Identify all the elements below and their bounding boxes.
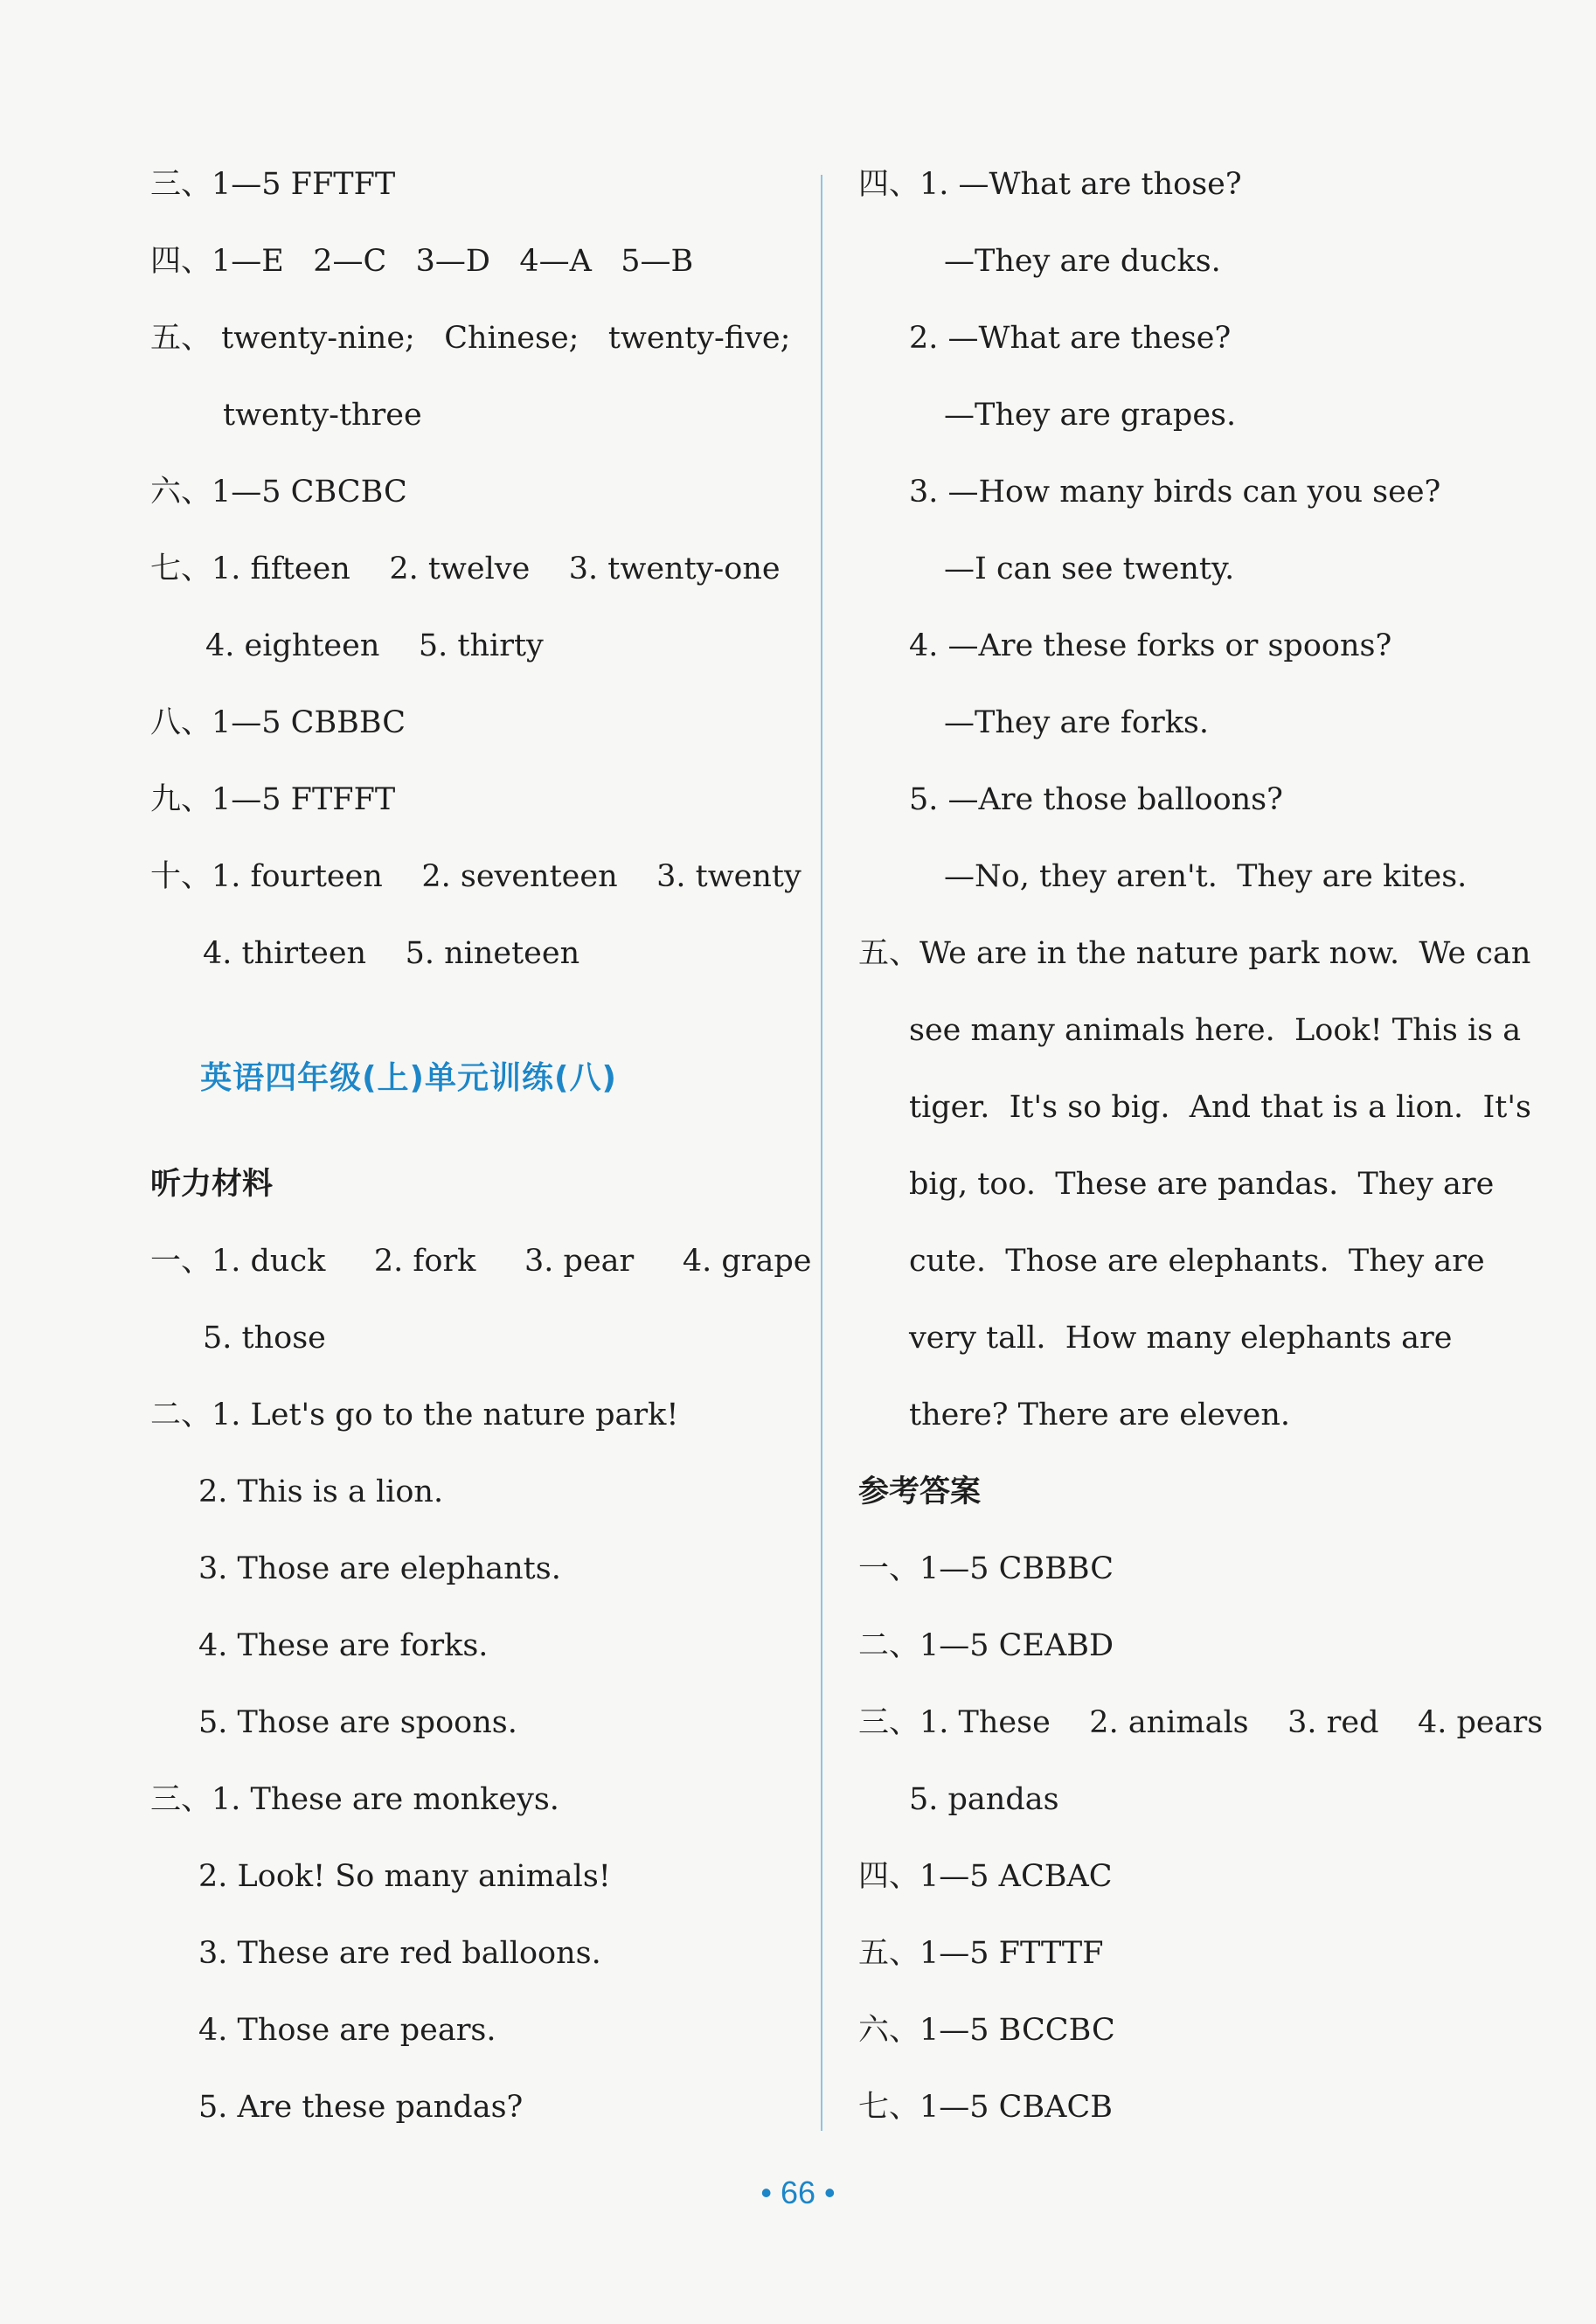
passage-line: tiger. It's so big. And that is a lion. It's xyxy=(909,1090,1531,1125)
answer-line: 二、1—5 CEABD xyxy=(858,1628,1114,1663)
answer-line: 四、1—E 2—C 3—D 4—A 5—B xyxy=(150,244,694,279)
listening-line: 2. Look! So many animals! xyxy=(198,1859,611,1894)
answer-line: 九、1—5 FTFFT xyxy=(150,782,396,817)
passage-line: 五、We are in the nature park now. We can xyxy=(858,936,1531,971)
answer-line: 一、1—5 CBBBC xyxy=(858,1551,1114,1586)
answer-line: 六、1—5 CBCBC xyxy=(150,475,407,510)
passage-line: very tall. How many elephants are xyxy=(909,1321,1453,1356)
dialogue-line: 四、1. —What are those? xyxy=(858,167,1242,202)
answer-line: 4. eighteen 5. thirty xyxy=(205,628,544,663)
dialogue-line: —They are ducks. xyxy=(944,244,1221,279)
passage-line: there? There are eleven. xyxy=(909,1398,1291,1433)
page-number: • 66 • xyxy=(760,2175,836,2210)
listening-line: 5. Are these pandas? xyxy=(198,2090,524,2125)
column-divider xyxy=(821,175,822,2131)
answer-line: 三、1. These 2. animals 3. red 4. pears xyxy=(858,1705,1544,1740)
answer-line: 五、 twenty-nine; Chinese; twenty-five; xyxy=(150,321,791,356)
passage-line: big, too. These are pandas. They are xyxy=(909,1167,1495,1202)
answers-heading: 参考答案 xyxy=(858,1474,982,1509)
answer-line: 4. thirteen 5. nineteen xyxy=(203,936,580,971)
listening-line: 5. those xyxy=(203,1321,326,1356)
listening-line: 3. These are red balloons. xyxy=(198,1936,601,1971)
answer-line: 十、1. fourteen 2. seventeen 3. twenty xyxy=(150,859,801,894)
answer-line: twenty-three xyxy=(223,398,422,433)
listening-line: 2. This is a lion. xyxy=(198,1474,444,1509)
passage-line: see many animals here. Look! This is a xyxy=(909,1013,1522,1048)
listening-line: 3. Those are elephants. xyxy=(198,1551,561,1586)
dialogue-line: 4. —Are these forks or spoons? xyxy=(909,628,1392,663)
answer-line: 三、1—5 FFTFT xyxy=(150,167,396,202)
answer-line: 四、1—5 ACBAC xyxy=(858,1859,1113,1894)
listening-line: 4. Those are pears. xyxy=(198,2013,496,2048)
passage-line: cute. Those are elephants. They are xyxy=(909,1244,1485,1279)
listening-line: 二、1. Let's go to the nature park! xyxy=(150,1398,679,1433)
answer-line: 七、1—5 CBACB xyxy=(858,2090,1113,2125)
listening-line: 5. Those are spoons. xyxy=(198,1705,517,1740)
listening-line: 一、1. duck 2. fork 3. pear 4. grape xyxy=(150,1244,812,1279)
answer-line: 五、1—5 FTTTF xyxy=(858,1936,1104,1971)
dialogue-line: 2. —What are these? xyxy=(909,321,1232,356)
dialogue-line: 3. —How many birds can you see? xyxy=(909,475,1441,510)
answer-line: 七、1. fifteen 2. twelve 3. twenty-one xyxy=(150,552,781,586)
answer-line: 八、1—5 CBBBC xyxy=(150,705,406,740)
dialogue-line: —They are grapes. xyxy=(944,398,1237,433)
answer-line: 六、1—5 BCCBC xyxy=(858,2013,1115,2048)
dialogue-line: 5. —Are those balloons? xyxy=(909,782,1283,817)
answer-line: 5. pandas xyxy=(909,1782,1059,1817)
dialogue-line: —No, they aren't. They are kites. xyxy=(944,859,1468,894)
section-title: 英语四年级(上)单元训练(八) xyxy=(200,1060,617,1096)
listening-heading: 听力材料 xyxy=(150,1167,274,1202)
dialogue-line: —They are forks. xyxy=(944,705,1209,740)
dialogue-line: —I can see twenty. xyxy=(944,552,1235,586)
listening-line: 三、1. These are monkeys. xyxy=(150,1782,559,1817)
listening-line: 4. These are forks. xyxy=(198,1628,489,1663)
